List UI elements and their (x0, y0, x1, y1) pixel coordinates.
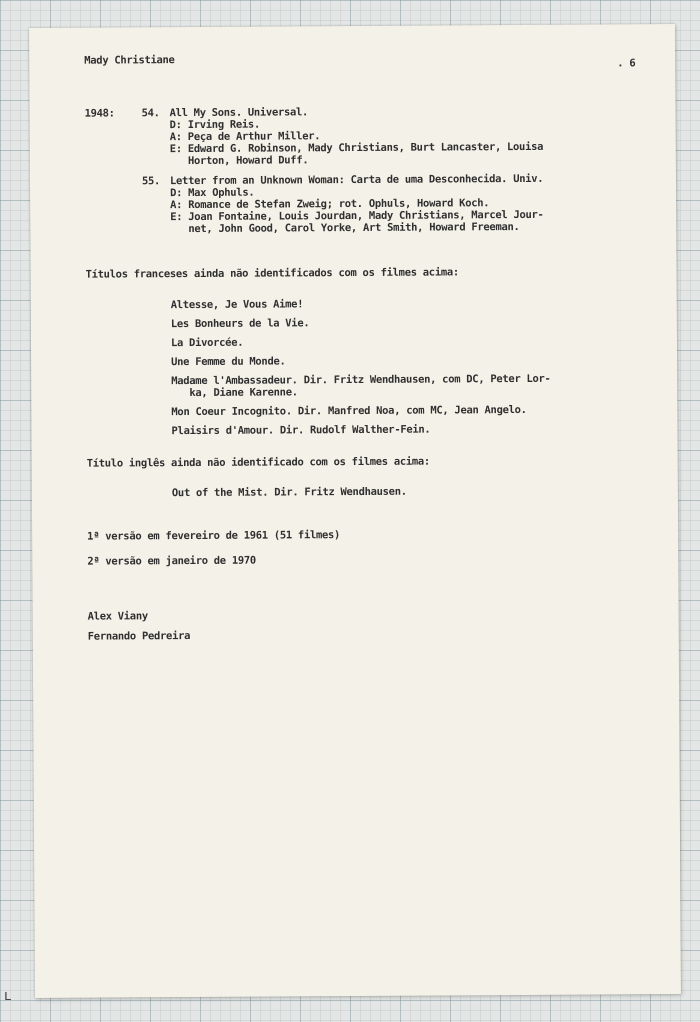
page-header-name: Mady Christiane (84, 54, 175, 67)
entry-number: 55. (141, 175, 161, 188)
version-note: 2ª versão em janeiro de 1970 (87, 554, 256, 568)
section-heading-french: Títulos franceses ainda não identificados com os filmes acima: (85, 266, 459, 281)
title-item: La Divorcée. (170, 336, 244, 350)
entry-line: net, John Good, Carol Yorke, Art Smith, Howard Freeman. (170, 220, 520, 236)
entry-line: Letter from an Unknown Woman: Carta de uma Desconhecida. Univ. (169, 172, 544, 188)
title-item: Les Bonheurs de la Vie. (170, 317, 310, 331)
entry-line: E: Edward G. Robinson, Mady Christians, Burt Lancaster, Louisa (169, 140, 544, 156)
entry-line: D: Max Ophuls. (170, 186, 255, 200)
title-item: Madame l'Ambassadeur. Dir. Fritz Wendhausen, com DC, Peter Lor- (171, 372, 551, 388)
entry-number: 54. (141, 107, 160, 120)
title-item: ka, Diane Karenne. (171, 386, 298, 400)
author-name: Alex Viany (87, 610, 148, 623)
title-item: Mon Coeur Incognito. Dir. Manfred Noa, com MC, Jean Angelo. (171, 403, 527, 419)
entry-line: E: Joan Fontaine, Louis Jourdan, Mady Christians, Marcel Jour- (170, 208, 544, 224)
title-item: Une Femme du Monde. (171, 355, 286, 369)
entry-line: All My Sons. Universal. (169, 106, 309, 120)
version-note: 1ª versão em fevereiro de 1961 (51 filmes) (87, 529, 341, 543)
typed-page (29, 24, 681, 998)
section-heading-english: Título inglês ainda não identificado com os filmes acima: (86, 455, 430, 470)
entry-line: A: Romance de Stefan Zweig; rot. Ophuls, Howard Koch. (170, 197, 490, 212)
title-item: Plaisirs d'Amour. Dir. Rudolf Walther-Fein. (171, 423, 431, 438)
title-item: Out of the Mist. Dir. Fritz Wendhausen. (171, 485, 407, 500)
author-name: Fernando Pedreira (87, 630, 191, 643)
entry-line: A: Peça de Arthur Miller. (169, 130, 321, 144)
title-item: Altesse, Je Vous Aime! (170, 298, 304, 312)
entry-line: D: Irving Reis. (169, 118, 261, 132)
entry-year: 1948: (84, 107, 115, 120)
entry-line: Horton, Howard Duff. (169, 154, 309, 168)
page-number: . 6 (617, 57, 636, 70)
corner-mark: ʟ (4, 988, 12, 1004)
